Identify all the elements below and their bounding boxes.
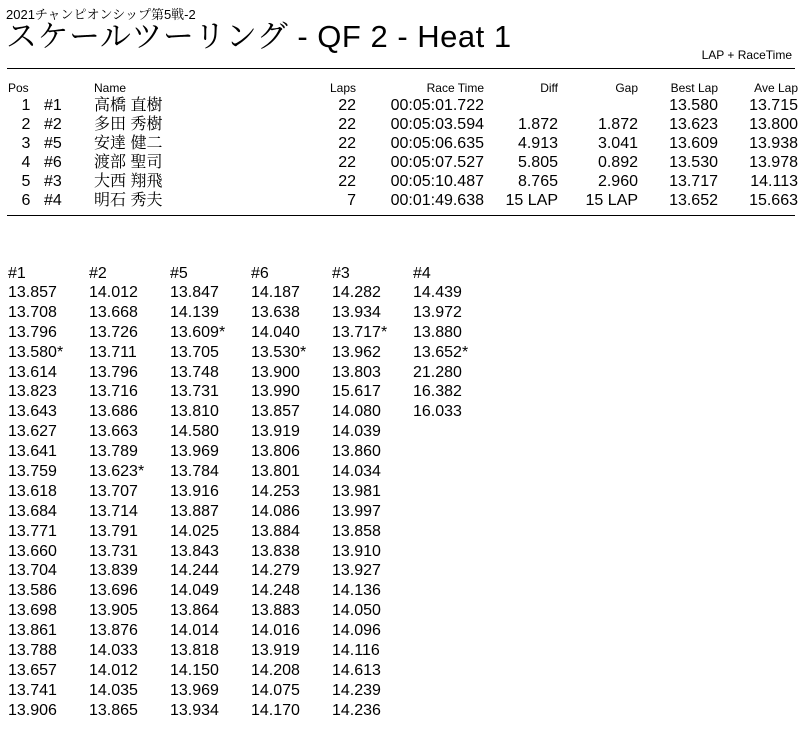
lap-time: 14.033: [89, 642, 138, 660]
cell-best-lap: 13.530: [669, 154, 718, 171]
col-diff: Diff: [540, 81, 558, 95]
cell-best-lap: 13.580: [669, 97, 718, 114]
cell-ave-lap: 13.978: [749, 154, 798, 171]
lap-time: 14.139: [170, 303, 219, 321]
lap-time: 14.034: [332, 463, 381, 481]
lap-time: 13.668: [89, 303, 138, 321]
lap-time: 14.040: [251, 323, 300, 341]
lap-time: 13.864: [170, 602, 219, 620]
lap-time: 13.857: [8, 284, 57, 301]
lap-column: [332, 264, 413, 721]
lap-time: 13.857: [251, 403, 300, 421]
cell-best-lap: 13.717: [669, 173, 718, 190]
lap-time: 13.860: [332, 443, 381, 461]
lap-column: [251, 264, 332, 721]
table-row: [8, 153, 798, 172]
cell-name: 安達 健二: [94, 135, 163, 152]
lap-time: 13.748: [170, 363, 219, 381]
lap-time: 13.818: [170, 642, 219, 660]
cell-diff: 15 LAP: [505, 192, 558, 209]
col-best-lap: Best Lap: [670, 81, 718, 95]
lap-time: 14.580: [170, 423, 219, 441]
lap-time: 13.838: [251, 542, 300, 560]
lap-time: 13.704: [8, 562, 57, 580]
lap-time: 13.789: [89, 443, 138, 461]
lap-column-car-number: #4: [413, 265, 431, 282]
results-header-row: [8, 80, 798, 96]
lap-time: 13.969: [170, 443, 219, 461]
lap-time: 14.253: [251, 482, 300, 500]
lap-time: 13.663: [89, 423, 138, 441]
lap-time: 13.823: [8, 383, 57, 401]
lap-time: 13.927: [332, 562, 381, 580]
lap-time: 13.609*: [170, 323, 226, 341]
lap-time: 13.788: [8, 642, 57, 660]
lap-time: 13.771: [8, 522, 57, 540]
cell-best-lap: 13.609: [669, 135, 718, 152]
lap-time: 14.035: [89, 681, 138, 699]
lap-time: 14.279: [251, 562, 300, 580]
table-row: [8, 172, 798, 191]
cell-pos: 1: [21, 97, 31, 114]
lap-time: 14.236: [332, 701, 381, 719]
lap-time: 13.861: [8, 622, 57, 640]
cell-pos: 6: [21, 192, 31, 209]
cell-race-time: 00:05:06.635: [390, 135, 484, 152]
cell-gap: [558, 96, 638, 115]
cell-gap: 3.041: [597, 135, 638, 152]
cell-name: 高橋 直樹: [94, 97, 163, 114]
cell-gap: 1.872: [597, 116, 638, 133]
cell-name: 渡部 聖司: [94, 154, 163, 171]
lap-time: 13.657: [8, 661, 57, 679]
results-table: [8, 80, 798, 210]
lap-time: 14.096: [332, 622, 381, 640]
lap-time: 13.784: [170, 463, 219, 481]
lap-time: 14.136: [332, 582, 381, 600]
lap-time: 13.843: [170, 542, 219, 560]
cell-best-lap: 13.623: [669, 116, 718, 133]
lap-time: 13.934: [332, 303, 381, 321]
cell-gap: 15 LAP: [585, 192, 638, 209]
lap-time: 13.972: [413, 303, 462, 321]
lap-column-car-number: #1: [8, 265, 26, 282]
cell-gap: 0.892: [597, 154, 638, 171]
lap-time: 13.839: [89, 562, 138, 580]
cell-pos: 4: [21, 154, 31, 171]
lap-time: 13.643: [8, 403, 57, 421]
lap-time: 14.244: [170, 562, 219, 580]
cell-diff: 4.913: [517, 135, 558, 152]
cell-number: #3: [44, 173, 62, 190]
lap-time: 14.049: [170, 582, 219, 600]
lap-column: [170, 264, 251, 721]
lap-time: 13.997: [332, 502, 381, 520]
cell-number: #6: [44, 154, 62, 171]
lap-time: 13.686: [89, 403, 138, 421]
lap-time: 14.016: [251, 622, 300, 640]
col-name: Name: [94, 81, 127, 95]
lap-time: 13.887: [170, 502, 219, 520]
lap-time: 14.012: [89, 661, 138, 679]
cell-race-time: 00:05:03.594: [390, 116, 484, 133]
cell-diff: [484, 96, 558, 115]
lap-time: 13.660: [8, 542, 57, 560]
lap-time: 13.883: [251, 602, 300, 620]
lap-time: 13.810: [170, 403, 219, 421]
lap-time: 13.614: [8, 363, 57, 381]
cell-diff: 8.765: [517, 173, 558, 190]
col-race-time: Race Time: [426, 81, 484, 95]
lap-time: 16.382: [413, 383, 462, 401]
lap-time: 13.717*: [332, 323, 388, 341]
page-title: スケールツーリング - QF 2 - Heat 1: [6, 19, 512, 54]
lap-time: 13.641: [8, 443, 57, 461]
lap-time: 14.150: [170, 661, 219, 679]
lap-time: 13.586: [8, 582, 57, 600]
lap-time: 13.796: [8, 323, 57, 341]
lap-column: [413, 264, 494, 721]
lap-time: 13.803: [332, 363, 381, 381]
lap-time: 13.900: [251, 363, 300, 381]
cell-diff: 1.872: [517, 116, 558, 133]
lap-time: 13.716: [89, 383, 138, 401]
cell-laps: 22: [338, 173, 356, 190]
lap-time: 21.280: [413, 363, 462, 381]
lap-time: 13.906: [8, 701, 57, 719]
lap-time: 13.880: [413, 323, 462, 341]
lap-column-car-number: #5: [170, 265, 188, 282]
lap-time: 13.731: [170, 383, 219, 401]
cell-laps: 22: [338, 97, 356, 114]
col-laps: Laps: [329, 81, 356, 95]
lap-time: 13.919: [251, 642, 300, 660]
lap-time: 14.208: [251, 661, 300, 679]
cell-name: 多田 秀樹: [94, 116, 163, 133]
lap-time: 14.613: [332, 661, 381, 679]
cell-laps: 7: [347, 192, 356, 209]
cell-laps: 22: [338, 154, 356, 171]
col-ave-lap: Ave Lap: [754, 81, 798, 95]
lap-time: 14.080: [332, 403, 381, 421]
lap-time: 13.530*: [251, 343, 307, 361]
table-row: [8, 134, 798, 153]
header-divider: [7, 68, 795, 69]
lap-time: 13.884: [251, 522, 300, 540]
lap-time: 13.705: [170, 343, 219, 361]
lap-time: 15.617: [332, 383, 381, 401]
cell-gap: 2.960: [597, 173, 638, 190]
lap-time: 13.580*: [8, 343, 64, 361]
cell-number: #4: [44, 192, 62, 209]
lap-time: 13.969: [170, 681, 219, 699]
results-divider: [7, 215, 795, 216]
cell-number: #5: [44, 135, 62, 152]
lap-time: 13.731: [89, 542, 138, 560]
col-gap: Gap: [615, 81, 638, 95]
cell-number: #2: [44, 116, 62, 133]
lap-time: 13.711: [89, 343, 137, 361]
cell-pos: 2: [21, 116, 31, 133]
cell-race-time: 00:01:49.638: [390, 192, 484, 209]
cell-ave-lap: 14.113: [750, 173, 798, 190]
lap-time: 13.726: [89, 323, 138, 341]
lap-time: 13.707: [89, 482, 138, 500]
lap-time: 13.990: [251, 383, 300, 401]
lap-time: 13.741: [8, 681, 57, 699]
lap-time: 13.696: [89, 582, 138, 600]
cell-laps: 22: [338, 116, 356, 133]
cell-diff: 5.805: [517, 154, 558, 171]
lap-time: 13.876: [89, 622, 138, 640]
lap-time: 14.086: [251, 502, 300, 520]
cell-ave-lap: 13.800: [749, 116, 798, 133]
lap-time: 14.025: [170, 522, 219, 540]
lap-time: 13.698: [8, 602, 57, 620]
table-row: [8, 191, 798, 210]
lap-time: 14.014: [170, 622, 219, 640]
lap-time: 13.714: [89, 502, 138, 520]
table-row: [8, 115, 798, 134]
lap-time: 13.796: [89, 363, 138, 381]
cell-name: 明石 秀夫: [94, 192, 163, 209]
lap-time: 13.916: [170, 482, 219, 500]
lap-time: 14.170: [251, 701, 300, 719]
lap-column-car-number: #3: [332, 265, 350, 282]
lap-time: 13.919: [251, 423, 300, 441]
cell-pos: 5: [21, 173, 31, 190]
event-subtitle: 2021チャンピオンシップ第5戦-2: [6, 7, 196, 22]
lap-time: 13.934: [170, 701, 219, 719]
lap-column: [89, 264, 170, 721]
col-number: [44, 80, 94, 96]
lap-time: 14.248: [251, 582, 300, 600]
cell-race-time: 00:05:10.487: [390, 173, 484, 190]
cell-ave-lap: 13.715: [749, 97, 798, 114]
lap-time: 13.962: [332, 343, 381, 361]
lap-time: 13.684: [8, 502, 57, 520]
lap-column: [8, 264, 89, 721]
lap-time: 13.847: [170, 284, 219, 301]
lap-time: 13.910: [332, 542, 381, 560]
lap-time: 14.039: [332, 423, 381, 441]
cell-number: #1: [44, 97, 62, 114]
lap-time: 14.282: [332, 284, 381, 301]
cell-name: 大西 翔飛: [94, 173, 163, 190]
cell-race-time: 00:05:07.527: [390, 154, 484, 171]
lap-time: 14.116: [332, 642, 380, 660]
cell-pos: 3: [21, 135, 31, 152]
lap-time: 13.708: [8, 303, 57, 321]
lap-time: 14.075: [251, 681, 300, 699]
cell-best-lap: 13.652: [669, 192, 718, 209]
lap-time: 13.759: [8, 463, 57, 481]
lap-time: 13.638: [251, 303, 300, 321]
cell-ave-lap: 15.663: [749, 192, 798, 209]
lap-column-car-number: #6: [251, 265, 269, 282]
lap-time: 13.865: [89, 701, 138, 719]
lap-time: 13.981: [332, 482, 381, 500]
lap-time: 14.439: [413, 284, 462, 301]
lap-time: 14.239: [332, 681, 381, 699]
lap-column-car-number: #2: [89, 265, 107, 282]
lap-time: 13.618: [8, 482, 57, 500]
lap-time: 14.050: [332, 602, 381, 620]
lap-time: 13.806: [251, 443, 300, 461]
lap-time: 13.623*: [89, 463, 145, 481]
lap-time: 13.627: [8, 423, 57, 441]
lap-time: 13.905: [89, 602, 138, 620]
lap-time: 13.652*: [413, 343, 469, 361]
lap-time: 14.012: [89, 284, 138, 301]
lap-time: 13.791: [89, 522, 138, 540]
col-pos: Pos: [8, 81, 29, 95]
lap-time: 13.801: [251, 463, 300, 481]
cell-laps: 22: [338, 135, 356, 152]
table-row: [8, 96, 798, 115]
report-mode-label: LAP + RaceTime: [701, 48, 792, 62]
cell-ave-lap: 13.938: [749, 135, 798, 152]
cell-race-time: 00:05:01.722: [390, 97, 484, 114]
lap-time: 13.858: [332, 522, 381, 540]
lap-time: 16.033: [413, 403, 462, 421]
lap-times-grid: [8, 264, 494, 721]
lap-time: 14.187: [251, 284, 300, 301]
